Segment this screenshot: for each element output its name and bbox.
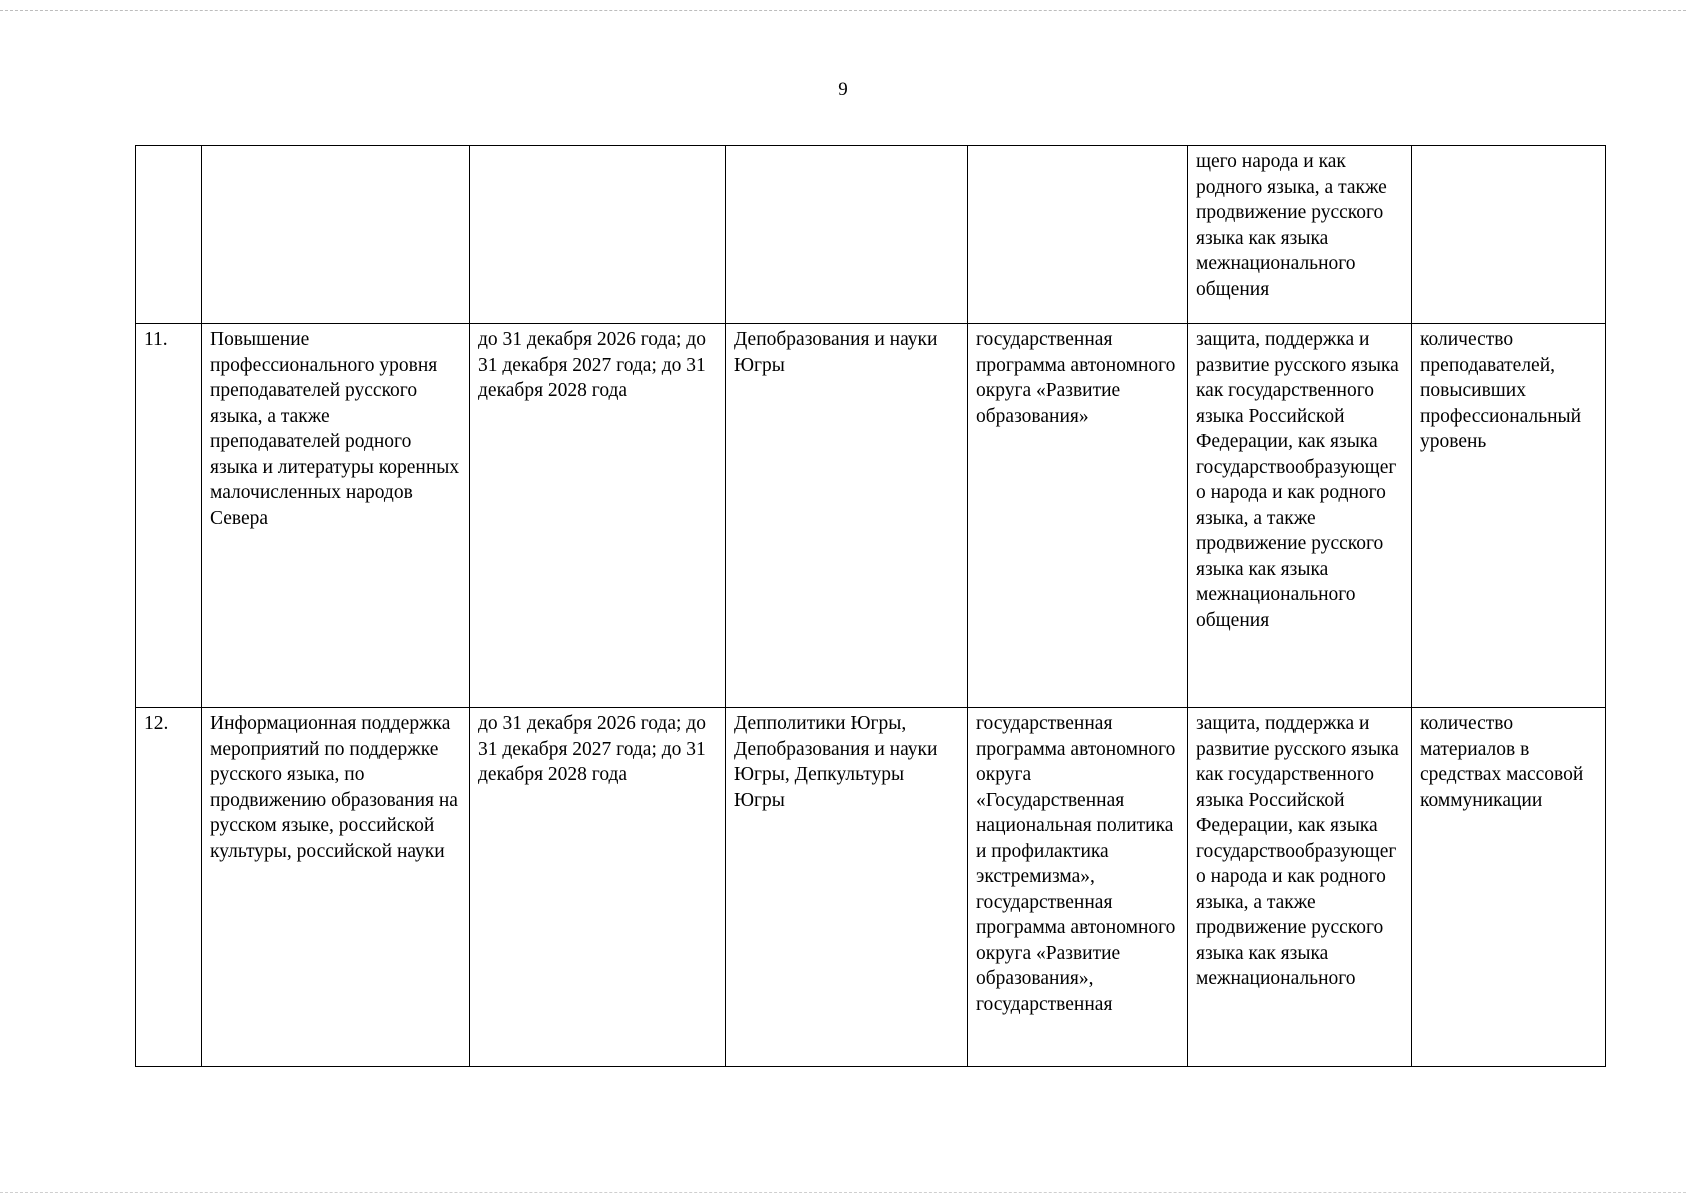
table-row	[136, 146, 1606, 324]
cell-deadline: до 31 декабря 2026 года; до 31 декабря 2027 года; до 31 декабря 2028 года	[470, 324, 726, 708]
scan-edge-bottom	[0, 1192, 1686, 1193]
cell-action: Повышение профессионального уровня преподавателей русского языка, а также преподавателей родного языка и литературы коренных малочисленных народов Севера	[202, 324, 470, 708]
cell-responsible: Депобразования и науки Югры	[726, 324, 968, 708]
table-row	[136, 708, 1606, 1067]
cell-source: государственная программа автономного округа «Развитие образования»	[968, 324, 1188, 708]
cell-number	[136, 146, 202, 324]
cell-goal: защита, поддержка и развитие русского языка как государственного языка Российской Федерации, как языка государствообразующего народа и как родного языка, а также продвижение русского языка как языка межнационального	[1188, 708, 1412, 1067]
cell-source: государственная программа автономного округа «Государственная национальная политика и профилактика экстремизма», государственная программа автономного округа «Развитие образования», государственная	[968, 708, 1188, 1067]
cell-number: 11.	[136, 324, 202, 708]
cell-source	[968, 146, 1188, 324]
cell-deadline	[470, 146, 726, 324]
cell-action: Информационная поддержка мероприятий по поддержке русского языка, по продвижению образования на русском языке, российской культуры, российской науки	[202, 708, 470, 1067]
measures-table	[135, 145, 1606, 1067]
cell-responsible	[726, 146, 968, 324]
scan-edge-top	[0, 10, 1686, 11]
cell-goal: защита, поддержка и развитие русского языка как государственного языка Российской Федерации, как языка государствообразующего народа и как родного языка, а также продвижение русского языка как языка межнационального общения	[1188, 324, 1412, 708]
table-row	[136, 324, 1606, 708]
cell-action	[202, 146, 470, 324]
cell-indicator	[1412, 146, 1606, 324]
cell-goal: щего народа и как родного языка, а также продвижение русского языка как языка межнационального общения	[1188, 146, 1412, 324]
cell-number: 12.	[136, 708, 202, 1067]
cell-responsible: Депполитики Югры, Депобразования и науки Югры, Депкультуры Югры	[726, 708, 968, 1067]
cell-indicator: количество преподавателей, повысивших профессиональный уровень	[1412, 324, 1606, 708]
page-number: 9	[838, 79, 848, 100]
cell-indicator: количество материалов в средствах массовой коммуникации	[1412, 708, 1606, 1067]
cell-deadline: до 31 декабря 2026 года; до 31 декабря 2027 года; до 31 декабря 2028 года	[470, 708, 726, 1067]
